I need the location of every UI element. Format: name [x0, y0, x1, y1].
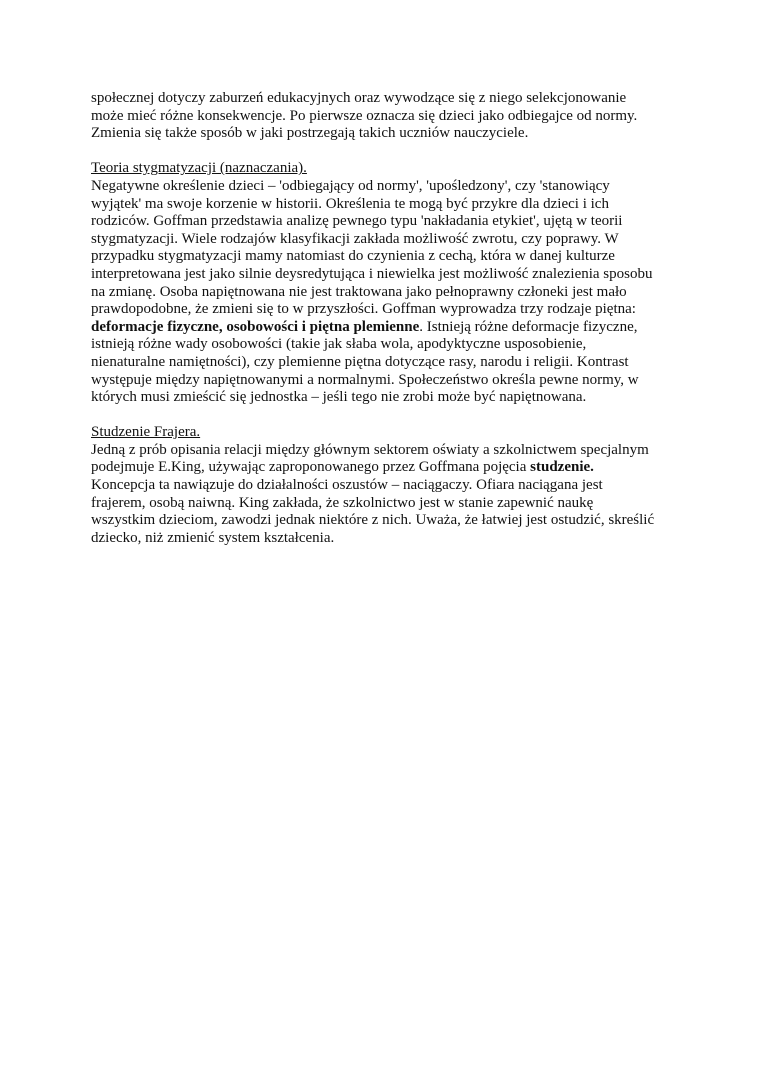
section-stigmatization: [91, 160, 681, 406]
text-line: nienaturalne namiętności), czy plemienne piętna dotyczące rasy, narodu i religii. Kontrast: [91, 353, 629, 370]
text-line: [91, 459, 681, 477]
document-body: [91, 90, 681, 547]
text-line: występuje między napiętnowanymi a normalnymi. Społeczeństwo określa pewne normy, w: [91, 371, 639, 388]
bold-phrase: deformacje fizyczne, osobowości i piętna plemienne: [91, 318, 420, 335]
text-line: wszystkim dzieciom, zawodzi jednak niektóre z nich. Uważa, że łatwiej jest ostudzić, skreślić: [91, 512, 655, 529]
text-line: Jedną z prób opisania relacji między głównym sektorem oświaty a szkolnictwem specjalnym: [91, 441, 649, 458]
intro-paragraph: [91, 90, 681, 143]
text-line: Zmienia się także sposób w jaki postrzegają takich uczniów nauczyciele.: [91, 125, 529, 142]
text-line: na zmianę. Osoba napiętnowana nie jest traktowana jako pełnoprawny członeki jest mało: [91, 283, 627, 300]
text-line: Negatywne określenie dzieci – 'odbiegający od normy', 'upośledzony', czy 'stanowiący: [91, 177, 610, 194]
text-line: dziecko, niż zmienić system kształcenia.: [91, 529, 335, 546]
text-line: prawdopodobne, że zmieni się to w przyszłości. Goffman wyprowadza trzy rodzaje piętna:: [91, 301, 636, 318]
text-fragment: . Istnieją różne deformacje fizyczne,: [419, 318, 638, 335]
section-cooling-out: [91, 424, 681, 547]
paragraph-gap: [91, 407, 681, 425]
text-line: istnieją różne wady osobowości (takie jak słaba wola, apodyktyczne usposobienie,: [91, 336, 587, 353]
text-line: [91, 319, 681, 337]
text-line: interpretowana jest jako silnie deysredytująca i niewielka jest możliwość znalezienia sposobu: [91, 265, 653, 282]
text-line: wyjątek' ma swoje korzenie w historii. Określenia te mogą być przykre dla dzieci i ich: [91, 195, 609, 212]
text-line: których musi zmieścić się jednostka – jeśli tego nie zrobi może być napiętnowana.: [91, 389, 587, 406]
text-line: przypadku stygmatyzacji mamy natomiast do czynienia z cechą, która w danej kulturze: [91, 248, 615, 265]
text-line: stygmatyzacji. Wiele rodzajów klasyfikacji zakłada możliwość zwrotu, czy poprawy. W: [91, 230, 619, 247]
section-heading: Teoria stygmatyzacji (naznaczania).: [91, 160, 307, 177]
text-fragment: podejmuje E.King, używając zaproponowanego przez Goffmana pojęcia: [91, 459, 531, 476]
text-line: Koncepcja ta nawiązuje do działalności oszustów – naciągaczy. Ofiara naciągana jest: [91, 477, 603, 494]
paragraph-gap: [91, 143, 681, 161]
text-line: frajerem, osobą naiwną. King zakłada, że szkolnictwo jest w stanie zapewnić naukę: [91, 494, 594, 511]
bold-term: studzenie.: [530, 459, 594, 476]
text-line: rodziców. Goffman przedstawia analizę pewnego typu 'nakładania etykiet', ujętą w teorii: [91, 213, 623, 230]
section-heading: Studzenie Frajera.: [91, 424, 201, 441]
text-line: społecznej dotyczy zaburzeń edukacyjnych oraz wywodzące się z niego selekcjonowanie: [91, 90, 627, 106]
text-line: może mieć różne konsekwencje. Po pierwsze oznacza się dzieci jako odbiegajce od normy.: [91, 107, 638, 124]
